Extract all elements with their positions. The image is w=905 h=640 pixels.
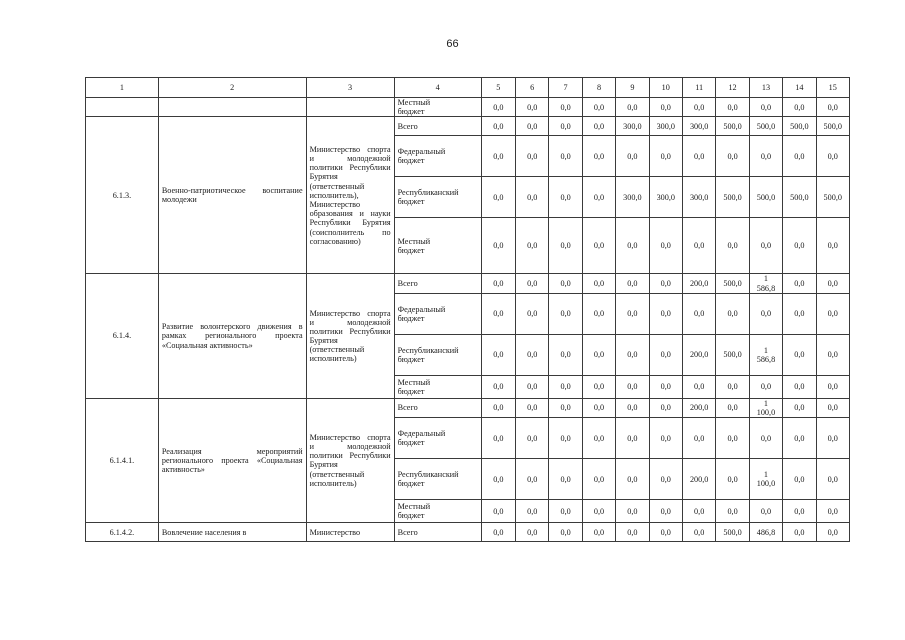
value-cell: 0,0 bbox=[616, 274, 649, 293]
value-cell: 500,0 bbox=[749, 117, 782, 136]
value-cell: 0,0 bbox=[783, 98, 816, 117]
value-cell: 0,0 bbox=[716, 218, 749, 274]
executor-cell: Министерство спорта и молодежной политики Республики Бурятия (ответственный исполнитель), Министерство образования и науки Республики Бурятия (соисполнитель по согласованию) bbox=[306, 117, 394, 274]
funding-source-cell: Всего bbox=[394, 117, 481, 136]
value-cell: 200,0 bbox=[682, 334, 715, 375]
funding-source-cell: Республиканский бюджет bbox=[394, 459, 481, 500]
value-cell: 0,0 bbox=[783, 334, 816, 375]
value-cell: 500,0 bbox=[716, 177, 749, 218]
value-cell: 0,0 bbox=[649, 375, 682, 398]
value-cell: 0,0 bbox=[783, 218, 816, 274]
value-cell: 300,0 bbox=[649, 177, 682, 218]
funding-source-cell: Всего bbox=[394, 523, 481, 542]
value-cell: 0,0 bbox=[582, 523, 615, 542]
value-cell: 300,0 bbox=[649, 117, 682, 136]
value-cell: 0,0 bbox=[481, 523, 515, 542]
value-cell: 0,0 bbox=[481, 375, 515, 398]
value-cell: 0,0 bbox=[649, 418, 682, 459]
item-description-cell: Вовлечение населения в bbox=[158, 523, 306, 542]
value-cell: 0,0 bbox=[616, 136, 649, 177]
value-cell: 0,0 bbox=[582, 398, 615, 417]
value-cell: 0,0 bbox=[749, 500, 782, 523]
column-header: 4 bbox=[394, 78, 481, 98]
funding-source-cell: Местный бюджет bbox=[394, 98, 481, 117]
funding-source-cell: Местный бюджет bbox=[394, 375, 481, 398]
value-cell: 0,0 bbox=[582, 136, 615, 177]
value-cell: 0,0 bbox=[783, 459, 816, 500]
value-cell: 0,0 bbox=[616, 375, 649, 398]
value-cell: 0,0 bbox=[649, 500, 682, 523]
value-cell: 0,0 bbox=[616, 334, 649, 375]
value-cell: 0,0 bbox=[582, 418, 615, 459]
value-cell: 0,0 bbox=[716, 98, 749, 117]
value-cell: 0,0 bbox=[549, 523, 582, 542]
item-code-cell bbox=[86, 98, 159, 117]
value-cell: 200,0 bbox=[682, 398, 715, 417]
value-cell: 0,0 bbox=[816, 398, 849, 417]
value-cell: 0,0 bbox=[516, 418, 549, 459]
budget-table bbox=[85, 77, 850, 542]
value-cell: 500,0 bbox=[816, 177, 849, 218]
value-cell: 0,0 bbox=[749, 218, 782, 274]
funding-source-cell: Федеральный бюджет bbox=[394, 418, 481, 459]
value-cell: 0,0 bbox=[816, 98, 849, 117]
value-cell: 0,0 bbox=[783, 375, 816, 398]
value-cell: 0,0 bbox=[582, 375, 615, 398]
value-cell: 0,0 bbox=[516, 136, 549, 177]
value-cell: 0,0 bbox=[549, 398, 582, 417]
value-cell: 0,0 bbox=[783, 293, 816, 334]
value-cell: 0,0 bbox=[516, 177, 549, 218]
value-cell: 300,0 bbox=[616, 177, 649, 218]
funding-source-cell: Местный бюджет bbox=[394, 500, 481, 523]
value-cell: 0,0 bbox=[682, 500, 715, 523]
column-header: 2 bbox=[158, 78, 306, 98]
value-cell: 0,0 bbox=[516, 117, 549, 136]
value-cell: 0,0 bbox=[481, 398, 515, 417]
value-cell: 0,0 bbox=[649, 459, 682, 500]
funding-source-cell: Всего bbox=[394, 274, 481, 293]
value-cell: 0,0 bbox=[682, 136, 715, 177]
value-cell: 0,0 bbox=[716, 418, 749, 459]
value-cell: 500,0 bbox=[716, 274, 749, 293]
value-cell: 0,0 bbox=[749, 98, 782, 117]
value-cell: 500,0 bbox=[716, 334, 749, 375]
value-cell: 0,0 bbox=[816, 523, 849, 542]
funding-source-cell: Местный бюджет bbox=[394, 218, 481, 274]
value-cell: 0,0 bbox=[516, 459, 549, 500]
value-cell: 0,0 bbox=[516, 98, 549, 117]
value-cell: 500,0 bbox=[749, 177, 782, 218]
column-header: 9 bbox=[616, 78, 649, 98]
value-cell: 0,0 bbox=[816, 334, 849, 375]
value-cell: 0,0 bbox=[549, 293, 582, 334]
column-header: 7 bbox=[549, 78, 582, 98]
value-cell: 0,0 bbox=[582, 98, 615, 117]
value-cell: 0,0 bbox=[716, 375, 749, 398]
value-cell: 0,0 bbox=[682, 218, 715, 274]
executor-cell: Министерство спорта и молодежной политики Республики Бурятия (ответственный исполнитель) bbox=[306, 398, 394, 522]
value-cell: 0,0 bbox=[549, 117, 582, 136]
value-cell: 0,0 bbox=[549, 375, 582, 398]
value-cell: 1 100,0 bbox=[749, 398, 782, 417]
value-cell: 0,0 bbox=[582, 274, 615, 293]
value-cell: 0,0 bbox=[516, 500, 549, 523]
value-cell: 0,0 bbox=[716, 459, 749, 500]
column-header: 11 bbox=[682, 78, 715, 98]
value-cell: 0,0 bbox=[783, 274, 816, 293]
value-cell: 0,0 bbox=[749, 418, 782, 459]
value-cell: 0,0 bbox=[649, 274, 682, 293]
value-cell: 0,0 bbox=[549, 418, 582, 459]
value-cell: 500,0 bbox=[716, 117, 749, 136]
value-cell: 0,0 bbox=[516, 274, 549, 293]
value-cell: 1 586,8 bbox=[749, 334, 782, 375]
value-cell: 0,0 bbox=[682, 523, 715, 542]
item-description-cell: Реализация мероприятий регионального проекта «Социальная активность» bbox=[158, 398, 306, 522]
table-row bbox=[86, 274, 850, 293]
column-header: 1 bbox=[86, 78, 159, 98]
value-cell: 200,0 bbox=[682, 459, 715, 500]
value-cell: 0,0 bbox=[616, 418, 649, 459]
value-cell: 0,0 bbox=[783, 523, 816, 542]
value-cell: 0,0 bbox=[549, 274, 582, 293]
value-cell: 500,0 bbox=[816, 117, 849, 136]
value-cell: 0,0 bbox=[549, 136, 582, 177]
table-row bbox=[86, 98, 850, 117]
value-cell: 0,0 bbox=[749, 293, 782, 334]
value-cell: 0,0 bbox=[549, 98, 582, 117]
value-cell: 0,0 bbox=[783, 500, 816, 523]
value-cell: 0,0 bbox=[516, 398, 549, 417]
item-description-cell bbox=[158, 98, 306, 117]
value-cell: 0,0 bbox=[649, 334, 682, 375]
value-cell: 486,8 bbox=[749, 523, 782, 542]
column-header: 13 bbox=[749, 78, 782, 98]
value-cell: 0,0 bbox=[616, 459, 649, 500]
funding-source-cell: Федеральный бюджет bbox=[394, 293, 481, 334]
value-cell: 0,0 bbox=[716, 500, 749, 523]
column-header: 10 bbox=[649, 78, 682, 98]
value-cell: 0,0 bbox=[481, 459, 515, 500]
value-cell: 0,0 bbox=[481, 418, 515, 459]
value-cell: 0,0 bbox=[649, 398, 682, 417]
value-cell: 0,0 bbox=[549, 459, 582, 500]
value-cell: 0,0 bbox=[783, 418, 816, 459]
value-cell: 0,0 bbox=[716, 293, 749, 334]
value-cell: 0,0 bbox=[481, 136, 515, 177]
value-cell: 0,0 bbox=[616, 218, 649, 274]
value-cell: 0,0 bbox=[582, 334, 615, 375]
column-header: 15 bbox=[816, 78, 849, 98]
value-cell: 0,0 bbox=[783, 136, 816, 177]
executor-cell: Министерство bbox=[306, 523, 394, 542]
value-cell: 0,0 bbox=[582, 293, 615, 334]
column-header: 5 bbox=[481, 78, 515, 98]
value-cell: 0,0 bbox=[616, 98, 649, 117]
value-cell: 0,0 bbox=[749, 375, 782, 398]
value-cell: 0,0 bbox=[716, 398, 749, 417]
funding-source-cell: Федеральный бюджет bbox=[394, 136, 481, 177]
value-cell: 0,0 bbox=[549, 177, 582, 218]
header-row bbox=[86, 78, 850, 98]
value-cell: 0,0 bbox=[516, 375, 549, 398]
table-row bbox=[86, 117, 850, 136]
value-cell: 0,0 bbox=[682, 418, 715, 459]
page-number: 66 bbox=[446, 38, 459, 50]
value-cell: 0,0 bbox=[516, 293, 549, 334]
table-row bbox=[86, 523, 850, 542]
value-cell: 500,0 bbox=[716, 523, 749, 542]
value-cell: 0,0 bbox=[582, 117, 615, 136]
value-cell: 0,0 bbox=[783, 398, 816, 417]
value-cell: 0,0 bbox=[481, 334, 515, 375]
column-header: 14 bbox=[783, 78, 816, 98]
item-code-cell: 6.1.3. bbox=[86, 117, 159, 274]
value-cell: 0,0 bbox=[481, 293, 515, 334]
value-cell: 0,0 bbox=[549, 334, 582, 375]
value-cell: 0,0 bbox=[816, 418, 849, 459]
value-cell: 0,0 bbox=[481, 218, 515, 274]
value-cell: 0,0 bbox=[616, 500, 649, 523]
value-cell: 0,0 bbox=[582, 500, 615, 523]
value-cell: 0,0 bbox=[816, 375, 849, 398]
value-cell: 0,0 bbox=[481, 117, 515, 136]
column-header: 3 bbox=[306, 78, 394, 98]
value-cell: 0,0 bbox=[649, 218, 682, 274]
value-cell: 0,0 bbox=[816, 293, 849, 334]
value-cell: 0,0 bbox=[481, 274, 515, 293]
item-code-cell: 6.1.4.2. bbox=[86, 523, 159, 542]
funding-source-cell: Республиканский бюджет bbox=[394, 334, 481, 375]
value-cell: 0,0 bbox=[749, 136, 782, 177]
value-cell: 0,0 bbox=[816, 274, 849, 293]
item-code-cell: 6.1.4.1. bbox=[86, 398, 159, 522]
executor-cell: Министерство спорта и молодежной политики Республики Бурятия (ответственный исполнитель) bbox=[306, 274, 394, 398]
value-cell: 0,0 bbox=[616, 523, 649, 542]
value-cell: 0,0 bbox=[549, 218, 582, 274]
value-cell: 0,0 bbox=[516, 523, 549, 542]
value-cell: 0,0 bbox=[516, 334, 549, 375]
item-description-cell: Военно-патриотическое воспитание молодежи bbox=[158, 117, 306, 274]
value-cell: 0,0 bbox=[549, 500, 582, 523]
value-cell: 0,0 bbox=[616, 398, 649, 417]
column-header: 6 bbox=[516, 78, 549, 98]
value-cell: 500,0 bbox=[783, 177, 816, 218]
value-cell: 0,0 bbox=[682, 98, 715, 117]
table-row bbox=[86, 398, 850, 417]
table-body bbox=[86, 98, 850, 542]
funding-source-cell: Республиканский бюджет bbox=[394, 177, 481, 218]
funding-source-cell: Всего bbox=[394, 398, 481, 417]
value-cell: 0,0 bbox=[516, 218, 549, 274]
value-cell: 300,0 bbox=[616, 117, 649, 136]
value-cell: 300,0 bbox=[682, 177, 715, 218]
value-cell: 0,0 bbox=[816, 500, 849, 523]
value-cell: 0,0 bbox=[582, 218, 615, 274]
value-cell: 0,0 bbox=[649, 98, 682, 117]
item-description-cell: Развитие волонтерского движения в рамках регионального проекта «Социальная активность» bbox=[158, 274, 306, 398]
column-header: 8 bbox=[582, 78, 615, 98]
value-cell: 0,0 bbox=[816, 218, 849, 274]
executor-cell bbox=[306, 98, 394, 117]
value-cell: 0,0 bbox=[649, 136, 682, 177]
value-cell: 0,0 bbox=[616, 293, 649, 334]
value-cell: 300,0 bbox=[682, 117, 715, 136]
value-cell: 0,0 bbox=[481, 500, 515, 523]
value-cell: 500,0 bbox=[783, 117, 816, 136]
value-cell: 0,0 bbox=[481, 98, 515, 117]
value-cell: 0,0 bbox=[582, 459, 615, 500]
value-cell: 0,0 bbox=[582, 177, 615, 218]
value-cell: 0,0 bbox=[816, 459, 849, 500]
item-code-cell: 6.1.4. bbox=[86, 274, 159, 398]
column-header: 12 bbox=[716, 78, 749, 98]
value-cell: 0,0 bbox=[649, 293, 682, 334]
value-cell: 1 586,8 bbox=[749, 274, 782, 293]
value-cell: 0,0 bbox=[481, 177, 515, 218]
value-cell: 0,0 bbox=[682, 375, 715, 398]
value-cell: 1 100,0 bbox=[749, 459, 782, 500]
value-cell: 0,0 bbox=[649, 523, 682, 542]
value-cell: 0,0 bbox=[716, 136, 749, 177]
value-cell: 0,0 bbox=[682, 293, 715, 334]
value-cell: 0,0 bbox=[816, 136, 849, 177]
value-cell: 200,0 bbox=[682, 274, 715, 293]
